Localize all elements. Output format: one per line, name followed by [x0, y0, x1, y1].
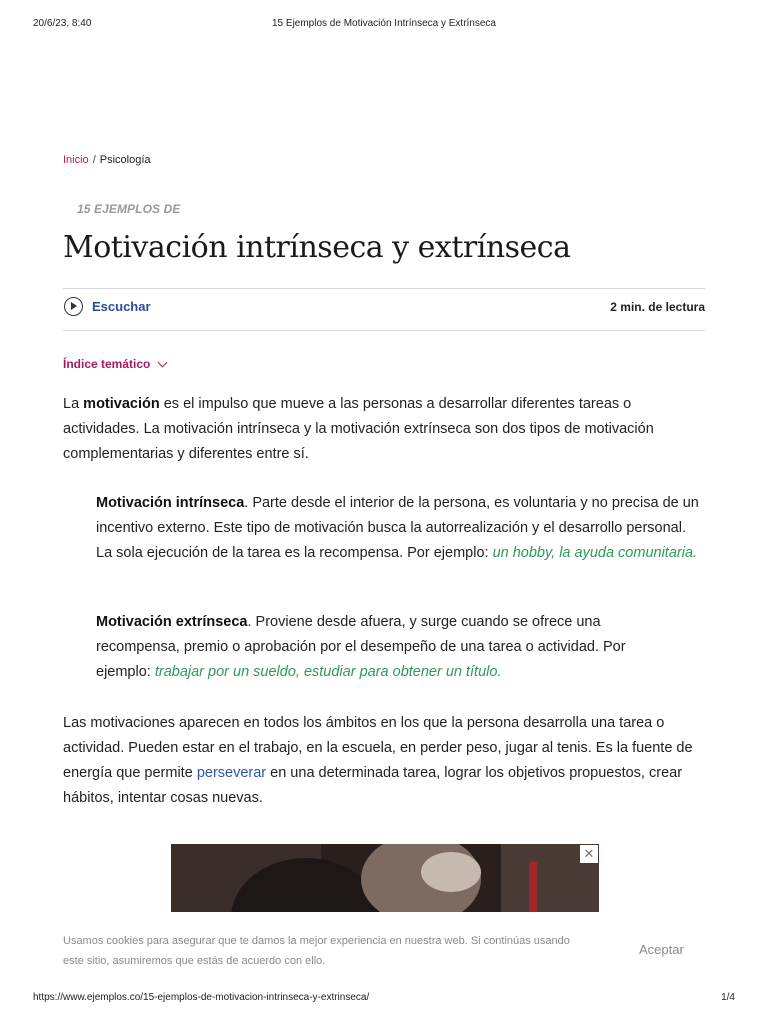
ad-video[interactable] — [171, 844, 599, 912]
closing-paragraph: Las motivaciones aparecen en todos los ámbitos en los que la persona desarrolla una tarea o actividad. Pueden estar en el trabajo, en la escuela, en perder peso, jugar al tenis. Es la fuente de energía que permite perseverar en una determinada tarea, lograr los objetivos propuestos, crear hábitos, intentar cosas nuevas. — [63, 715, 693, 806]
listen-label: Escuchar — [92, 299, 151, 314]
extrinsic-paragraph: Motivación extrínseca. Proviene desde afuera, y surge cuando se ofrece una recompensa, premio o aprobación por el desempeño de una tarea o actividad. Por ejemplo: trabajar por un sueldo, estudiar para obtener un título. — [96, 614, 626, 680]
breadcrumb-home-link[interactable]: Inicio — [63, 154, 89, 166]
play-icon — [64, 297, 83, 316]
breadcrumb-current-link[interactable]: Psicología — [99, 154, 151, 166]
extrinsic-term: Motivación extrínseca — [96, 614, 248, 630]
cookie-accept-button[interactable]: Aceptar — [639, 942, 684, 957]
print-url: https://www.ejemplos.co/15-ejemplos-de-motivacion-intrinseca-y-extrinseca/ — [33, 992, 370, 1003]
cookie-message: Usamos cookies para asegurar que te damos la mejor experiencia en nuestra web. Si continúas usando este sitio, asumiremos que estás de acuerdo con ello. — [63, 935, 570, 967]
intrinsic-example: un hobby, la ayuda comunitaria. — [492, 545, 698, 561]
print-date: 20/6/23, 8:40 — [33, 18, 92, 29]
extrinsic-example: trabajar por un sueldo, estudiar para obtener un título. — [154, 664, 502, 680]
print-title: 15 Ejemplos de Motivación Intrínseca y Extrínseca — [272, 18, 496, 29]
index-toggle[interactable] — [63, 357, 166, 371]
breadcrumb — [63, 154, 151, 166]
cookie-banner — [0, 928, 768, 980]
intro-paragraph: La motivación es el impulso que mueve a las personas a desarrollar diferentes tareas o actividades. La motivación intrínseca y la motivación extrínseca son dos tipos de motivación complementarias y diferentes entre sí. — [63, 396, 654, 462]
intro-keyword: motivación — [83, 396, 160, 412]
perseverar-link[interactable]: perseverar — [196, 765, 267, 781]
index-label: Índice temático — [63, 357, 151, 371]
divider-bottom — [63, 330, 705, 331]
ad-close-icon[interactable]: ✕ — [580, 845, 598, 863]
listen-button[interactable] — [64, 297, 151, 316]
chevron-down-icon — [158, 357, 168, 367]
article-kicker: 15 EJEMPLOS DE — [77, 202, 181, 216]
divider-top — [63, 288, 705, 289]
page-title: Motivación intrínseca y extrínseca — [63, 230, 571, 265]
intrinsic-term: Motivación intrínseca — [96, 495, 245, 511]
intrinsic-paragraph: Motivación intrínseca. Parte desde el interior de la persona, es voluntaria y no precisa de un incentivo externo. Este tipo de motivación busca la autorrealización y el desarrollo personal. La sola ejecución de la tarea es la recompensa. Por ejemplo: un hobby, la ayuda comunitaria. — [96, 495, 699, 561]
breadcrumb-separator: / — [92, 154, 96, 166]
read-time: 2 min. de lectura — [610, 300, 705, 314]
page-number: 1/4 — [721, 992, 735, 1003]
